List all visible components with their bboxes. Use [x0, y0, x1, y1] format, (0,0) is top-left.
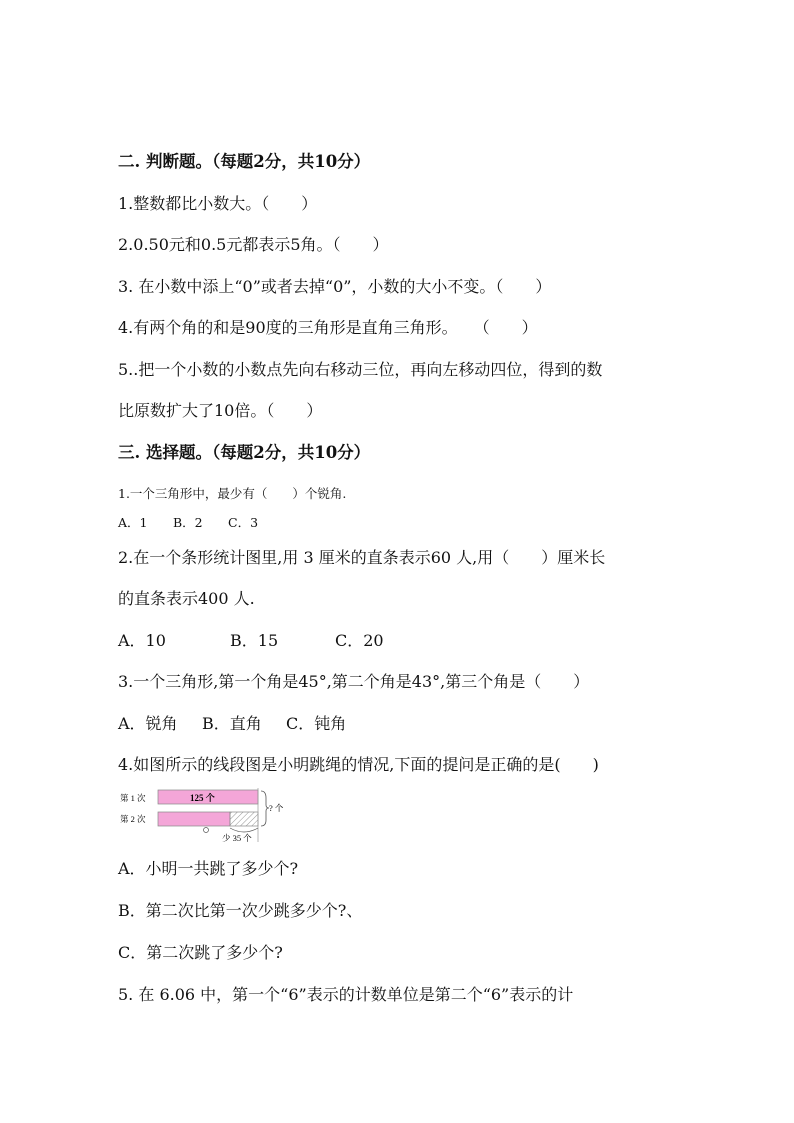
- row-2-label: 第 2 次: [120, 814, 146, 824]
- option-a: A．1: [118, 515, 148, 530]
- judge-question-5-line-2: 比原数扩大了10倍。（ ）: [118, 401, 323, 420]
- row-1-label: 第 1 次: [120, 793, 146, 803]
- option-b: B．直角: [202, 714, 262, 733]
- judge-question-1: 1.整数都比小数大。（ ）: [118, 194, 318, 213]
- bar-first-label: 125 个: [190, 793, 215, 803]
- shortfall-brace: [230, 828, 258, 832]
- bar-second: [158, 812, 230, 826]
- bar-second-shortfall: [230, 812, 258, 826]
- choice-question-1-options: [118, 513, 258, 531]
- choice-question-4-option-a: A．小明一共跳了多少个?: [118, 859, 299, 878]
- judge-question-4: 4.有两个角的和是90度的三角形是直角三角形。 （ ）: [118, 318, 538, 337]
- choice-question-3: 3.一个三角形,第一个角是45°,第二个角是43°,第三个角是（ ）: [118, 672, 590, 691]
- bracket-label: ? 个: [269, 803, 284, 813]
- option-b: B．15: [230, 631, 279, 650]
- option-a: A．锐角: [118, 714, 178, 733]
- choice-question-4-option-c: C．第二次跳了多少个?: [118, 943, 283, 962]
- choice-question-2-line-2: 的直条表示400 人.: [118, 589, 255, 608]
- judge-question-2: 2.0.50元和0.5元都表示5角。（ ）: [118, 235, 389, 254]
- judge-question-3: 3. 在小数中添上“0”或者去掉“0”，小数的大小不变。（ ）: [118, 277, 552, 296]
- section-3-heading: 三. 选择题。（每题2分，共10分）: [118, 443, 371, 462]
- option-c: C．20: [335, 631, 384, 650]
- total-bracket: [261, 791, 269, 826]
- jump-rope-diagram: [118, 784, 290, 844]
- judge-question-5-line-1: 5..把一个小数的小数点先向右移动三位，再向左移动四位，得到的数: [118, 360, 603, 379]
- choice-question-5: 5. 在 6.06 中，第一个“6”表示的计数单位是第二个“6”表示的计: [118, 985, 574, 1004]
- section-2-heading: 二. 判断题。（每题2分，共10分）: [118, 152, 371, 171]
- choice-question-2-options: [118, 628, 384, 651]
- choice-question-4-option-b: B．第二次比第一次少跳多少个?、: [118, 901, 363, 920]
- option-b: B．2: [173, 515, 203, 530]
- shortfall-label: 少 35 个: [222, 833, 252, 843]
- choice-question-2-line-1: 2.在一个条形统计图里,用 3 厘米的直条表示60 人,用（ ）厘米长: [118, 548, 606, 567]
- unknown-marker: [204, 828, 209, 833]
- option-c: C．钝角: [286, 714, 347, 733]
- choice-question-3-options: [118, 711, 346, 734]
- choice-question-1: 1.一个三角形中，最少有（ ）个锐角.: [118, 486, 347, 501]
- option-c: C．3: [228, 515, 259, 530]
- choice-question-4: 4.如图所示的线段图是小明跳绳的情况,下面的提问是正确的是( ): [118, 755, 599, 774]
- option-a: A．10: [118, 631, 166, 650]
